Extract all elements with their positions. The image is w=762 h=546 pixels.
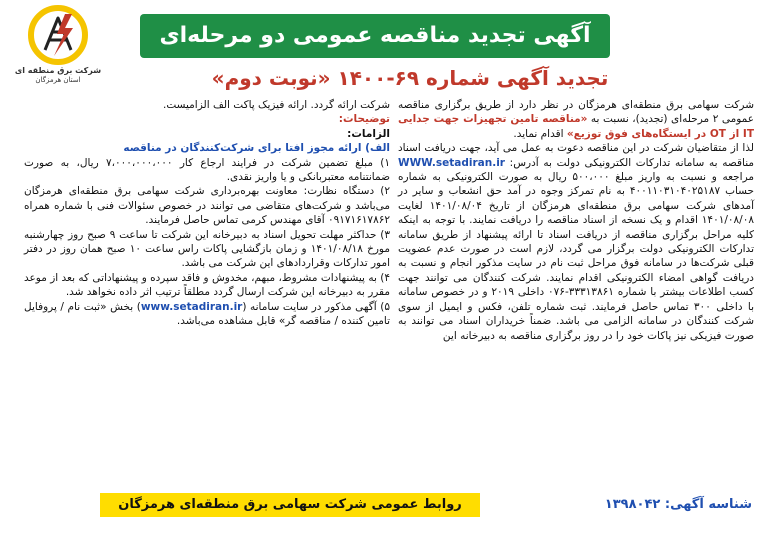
list-item-guarantee: ۱) مبلغ تضمین شرکت در فرایند ارجاع کار ۷،۰۰۰،۰۰۰،۰۰۰ ریال، به صورت ضمانتنامه معتبربانکی و یا واریز نقدی.: [24, 156, 390, 184]
logo-company-text: شرکت برق منطقه ای: [14, 66, 102, 75]
setadiran-link[interactable]: WWW.setadiran.ir: [398, 156, 505, 169]
tender-subject-highlight: «مناقصه تامین تجهیزات جهت جدایی IT از OT در ایستگاه‌های فوق توزیع»: [398, 113, 754, 140]
list-item-supervision: ۲) دستگاه نظارت: معاونت بهره‌برداری شرکت سهامی برق منطقه‌ای هرمزگان می‌باشد و شرکت‌های متقاضی می توانند در خصوص سئوالات فنی با شماره همراه ۰۹۱۷۱۶۱۷۸۶۲ آقای مهندس کرمی تماس حاصل فرمایند.: [24, 185, 390, 227]
paragraph-instructions: [398, 141, 754, 343]
list-item-conditions: ۴) به پیشنهادات مشروط، مبهم، مخدوش و فاقد سپرده و پیشنهاداتی که بعد از موعد مقرر به دبیرخانه این شرکت ارسال گردد مطلقاً ترتیب اثر داده نخواهد شد.: [24, 271, 390, 299]
power-utility-logo-icon: [27, 4, 89, 66]
section-a-heading: الف) ارائه مجوز افتا برای شرکت‌کنندگان در مناقصه: [123, 142, 390, 155]
company-logo: [8, 4, 108, 104]
paragraph-text: شرکت سهامی برق منطقه‌ای هرمزگان در نظر دارد از طریق برگزاری مناقصه عمومی ۲ مرحله‌ای (تجدید)، نسبت به: [398, 99, 754, 126]
paragraph-tender-subject: [398, 98, 754, 141]
requirements-label: الزامات:: [347, 127, 390, 140]
paragraph-text: ) بخش «ثبت نام / پروفایل تامین کننده / مناقصه گر» قابل مشاهده می‌باشد.: [24, 300, 390, 328]
notes-label: توضیحات:: [338, 113, 390, 126]
notice-id: شناسه آگهی: ۱۳۹۸۰۴۲: [604, 497, 752, 512]
setadiran-link-2[interactable]: www.setadiran.ir: [140, 300, 243, 313]
notice-subtitle: تجدید آگهی شماره ۶۹-۱۴۰۰ «نوبت دوم»: [211, 66, 609, 90]
logo-province-text: استان هرمزگان: [35, 76, 81, 84]
public-relations-footer: روابط عمومی شرکت سهامی برق منطقه‌ای هرمزگان: [100, 493, 480, 517]
list-item-website: [24, 300, 390, 329]
paragraph-text: مراجعه و نسبت به واریز مبلغ ۵۰۰،۰۰۰ ریال به صورت الکترونیکی به شماره حساب ۴۰۰۱۱۰۳۱۰۴۰۲۵۱۸۷ به نام تمرکز وجوه در آمد حق انشعاب و سایر در آمدهای شرکت سهامی برق منطقه‌ای هرمزگان از تاریخ ۱۴۰۱/۰۸/۰۴ لغایت ۱۴۰۱/۰۸/۰۸ اقدام و یک نسخه از اسناد مناقصه را دریافت نمایند. با توجه به اینکه کلیه مراحل برگزاری مناقصه از دریافت اسناد تا ارائه پیشنهاد از طریق سامانه تدارکات الکترونیکی دولت برگزار می گردد، لازم است در صورت عدم عضویت قبلی شرکت‌ها در سامانه فوق مراحل ثبت نام در سایت مذکور انجام و نسبت به دریافت گواهی امضاء الکترونیکی اقدام نمایند. شرکت کنندگان می توانند جهت کسب اطلاعات بیشتر با شماره ۳۳۳۱۳۸۶۱-۰۷۶ داخلی ۲۰۱۹ و در خصوص سامانه با داخلی ۳۰۰ تماس حاصل فرمایند. ثبت شماره تلفن، فکس و ایمیل از سوی شرکت کنندگان در سامانه الزامی می باشد. ضمناً خریداران اسناد می توانند به صورت فیزیکی نیز پاکات خود را در روز برگزاری مناقصه به دبیرخانه این: [398, 171, 755, 342]
paragraph-intro: شرکت ارائه گردد. ارائه فیزیک پاکت الف الزامیست.: [162, 99, 390, 111]
left-text-column: [24, 98, 390, 329]
list-item-deadline: ۳) حداکثر مهلت تحویل اسناد به دبیرخانه این شرکت تا ساعت ۹ صبح روز چهارشنبه مورخ ۱۴۰۱/۰۸/۱۸ و زمان بازگشایی پاکات راس ساعت ۱۰ صبح همان روز در دفتر امور تدارکات وقراردادهای این شرکت می باشد.: [24, 228, 391, 270]
notice-title: آگهی تجدید مناقصه عمومی دو مرحله‌ای: [140, 14, 610, 58]
right-text-column: [398, 98, 754, 343]
paragraph-text: لذا از متقاضیان شرکت در این مناقصه دعوت به عمل می آید، جهت دریافت اسناد مناقصه به سامانه تدارکات الکترونیکی دولت به آدرس:: [398, 142, 754, 169]
paragraph-text: ۵) آگهی مذکور در سایت سامانه (: [242, 300, 390, 313]
paragraph-text: اقدام نماید.: [513, 127, 567, 140]
